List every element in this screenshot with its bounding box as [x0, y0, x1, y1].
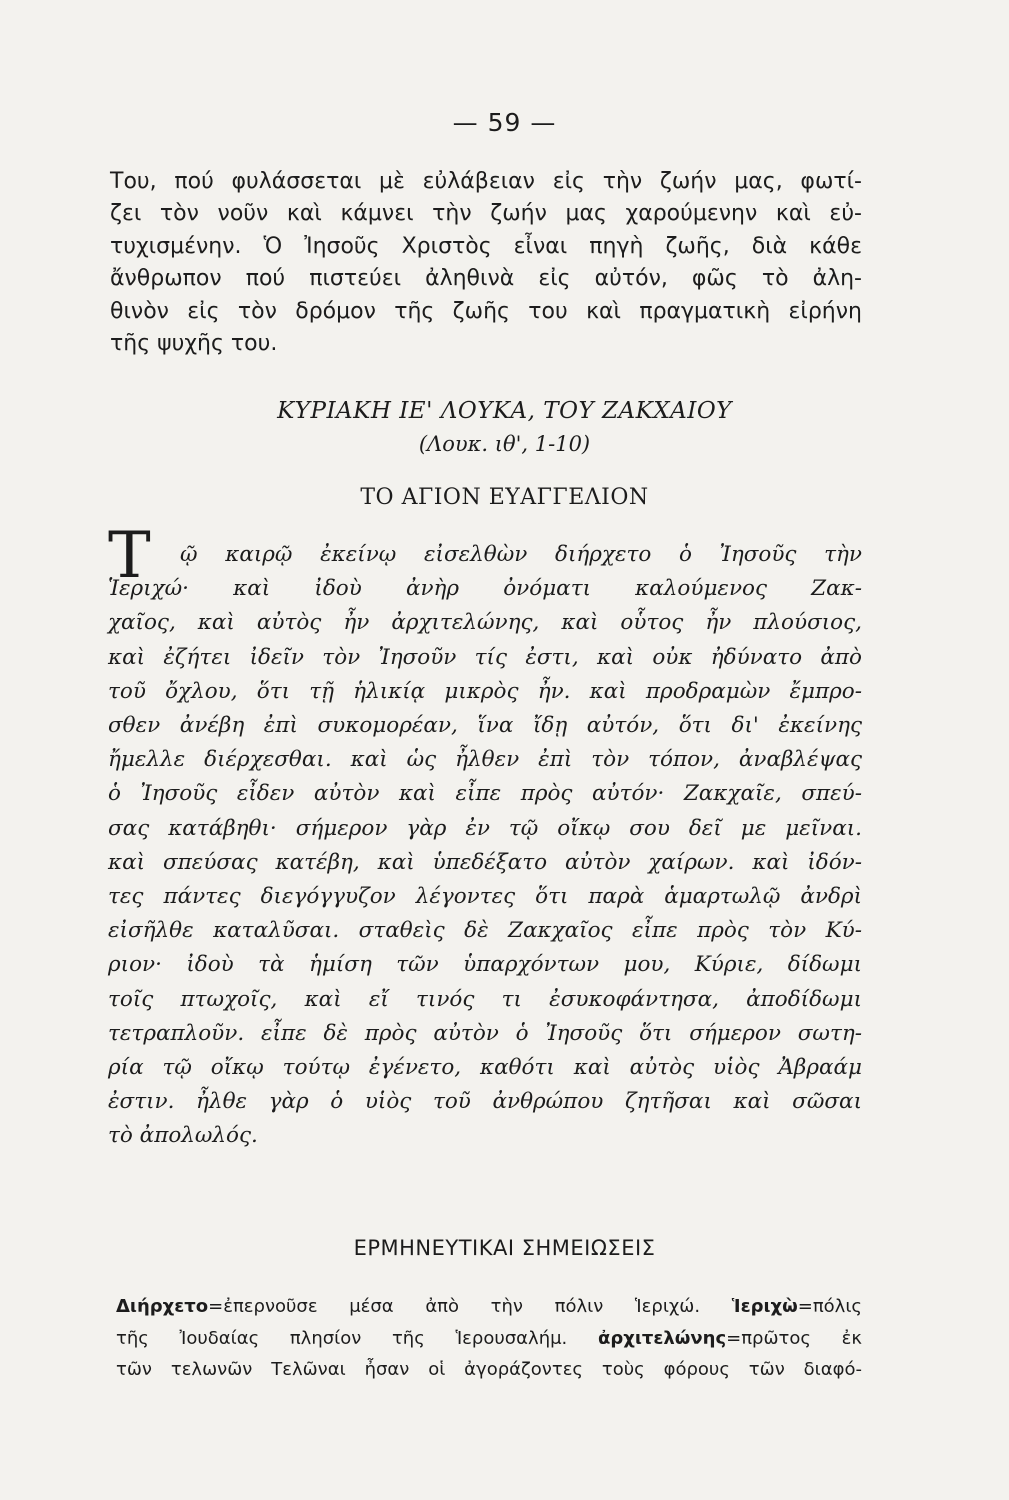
- text-line: Του, πού φυλάσσεται μὲ εὐλάβειαν εἰς τὴν ζωήν μας, φωτί-: [110, 169, 862, 194]
- text-line: ριον· ἰδοὺ τὰ ἡμίση τῶν ὑπαρχόντων μου, Κύριε, δίδωμι: [108, 952, 862, 978]
- scripture-reference: (Λουκ. ιθ', 1-10): [418, 432, 591, 456]
- note-definition: τῶν τελωνῶν Τελῶναι ἦσαν οἱ ἀγοράζοντες τοὺς φόρους τῶν διαφό-: [116, 1359, 862, 1380]
- text-line: ἄνθρωπον πού πιστεύει ἀληθινὰ εἰς αὐτόν, φῶς τὸ ἀλη-: [110, 266, 862, 292]
- text-line: σθεν ἀνέβη ἐπὶ συκομορέαν, ἵνα ἴδῃ αὐτόν, ὅτι δι' ἐκείνης: [108, 713, 862, 739]
- text-line: θινὸν εἰς τὸν δρόμον τῆς ζωῆς του καὶ πραγματικὴ εἰρήνη: [110, 298, 862, 324]
- note-definition: =πρῶτος ἐκ: [726, 1327, 862, 1349]
- text-line: τὸ ἀπολωλός.: [108, 1123, 258, 1149]
- note-definition: =πόλις: [797, 1296, 862, 1317]
- note-definition: =ἐπερνοῦσε μέσα ἀπὸ τὴν πόλιν Ἱεριχώ.: [208, 1296, 701, 1317]
- drop-cap: Τ: [108, 519, 151, 593]
- gospel-text: [108, 519, 862, 1154]
- text-line: ὁ Ἰησοῦς εἶδεν αὐτὸν καὶ εἶπε πρὸς αὐτόν· Ζακχαῖε, σπεύ-: [108, 781, 862, 807]
- text-line: ἐστιν. ἦλθε γὰρ ὁ υἱὸς τοῦ ἀνθρώπου ζητῆσαι καὶ σῶσαι: [108, 1089, 862, 1115]
- text-line: τες πάντες διεγόγγυζον λέγοντες ὅτι παρὰ ἁμαρτωλῷ ἀνδρὶ: [108, 884, 862, 910]
- text-line: τοῖς πτωχοῖς, καὶ εἴ τινός τι ἐσυκοφάντησα, ἀποδίδωμι: [108, 986, 862, 1012]
- intro-paragraph: [110, 166, 862, 360]
- text-line: ζει τὸν νοῦν καὶ κάμνει τὴν ζωήν μας χαρούμενην καὶ εὐ-: [110, 201, 862, 227]
- text-line: τοῦ ὄχλου, ὅτι τῇ ἡλικίᾳ μικρὸς ἦν. καὶ προδραμὼν ἔμπρο-: [108, 678, 862, 704]
- note-line: [116, 1323, 862, 1355]
- sunday-heading: ΚΥΡΙΑΚΗ ΙΕ' ΛΟΥΚΑ, ΤΟΥ ΖΑΚΧΑΙΟΥ: [277, 398, 732, 424]
- text-line: καὶ σπεύσας κατέβη, καὶ ὑπεδέξατο αὐτὸν χαίρων. καὶ ἰδόν-: [108, 849, 862, 875]
- text-line: ῷ καιρῷ ἐκείνῳ εἰσελθὼν διήρχετο ὁ Ἰησοῦς τὴν: [180, 542, 862, 567]
- text-line: σας κατάβηθι· σήμερον γὰρ ἐν τῷ οἴκῳ σου δεῖ με μεῖναι.: [108, 815, 862, 841]
- text-line: τῆς ψυχῆς του.: [110, 331, 278, 357]
- note-line: [116, 1291, 862, 1323]
- text-line: τετραπλοῦν. εἶπε δὲ πρὸς αὐτὸν ὁ Ἰησοῦς ὅτι σήμερον σωτη-: [108, 1020, 862, 1046]
- note-line: [116, 1354, 862, 1386]
- note-term: ἀρχιτελώνης: [597, 1327, 727, 1349]
- page-number: — 59 —: [452, 108, 557, 137]
- text-line: χαῖος, καὶ αὐτὸς ἦν ἀρχιτελώνης, καὶ οὗτος ἦν πλούσιος,: [108, 610, 862, 636]
- text-line: Ἱεριχώ· καὶ ἰδοὺ ἀνὴρ ὀνόματι καλούμενος Ζακ-: [108, 576, 862, 602]
- text-line: ρία τῷ οἴκῳ τούτῳ ἐγένετο, καθότι καὶ αὐτὸς υἱὸς Ἀβραάμ: [108, 1055, 862, 1081]
- text-line: τυχισμένην. Ὁ Ἰησοῦς Χριστὸς εἶναι πηγὴ ζωῆς, διὰ κάθε: [110, 233, 862, 259]
- notes-heading: ΕΡΜΗΝΕΥΤΙΚΑΙ ΣΗΜΕΙΩΣΕΙΣ: [353, 1236, 656, 1260]
- text-line: καὶ ἐζήτει ἰδεῖν τὸν Ἰησοῦν τίς ἐστι, καὶ οὐκ ἠδύνατο ἀπὸ: [108, 644, 862, 670]
- text-line: ἤμελλε διέρχεσθαι. καὶ ὡς ἦλθεν ἐπὶ τὸν τόπον, ἀναβλέψας: [108, 747, 862, 773]
- note-definition: τῆς Ἰουδαίας πλησίον τῆς Ἱερουσαλήμ.: [116, 1327, 568, 1349]
- note-term: Διήρχετο: [116, 1296, 209, 1317]
- note-term: Ἱεριχὼ: [731, 1296, 798, 1317]
- text-line: εἰσῆλθε καταλῦσαι. σταθεὶς δὲ Ζακχαῖος εἶπε πρὸς τὸν Κύ-: [108, 918, 862, 944]
- notes-text: [116, 1291, 862, 1386]
- gospel-heading: ΤΟ ΑΓΙΟΝ ΕΥΑΓΓΕΛΙΟΝ: [360, 485, 649, 510]
